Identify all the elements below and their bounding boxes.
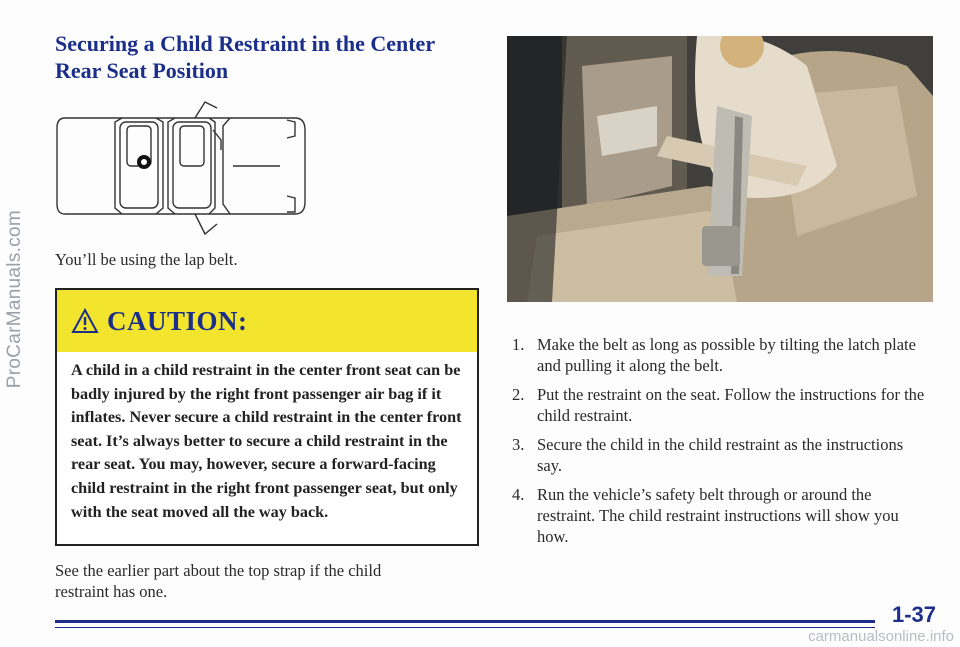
top-strap-note: See the earlier part about the top strap if the child restraint has one. <box>55 561 382 601</box>
list-item <box>512 334 932 376</box>
warning-triangle-icon <box>71 308 99 334</box>
caution-box <box>55 288 479 546</box>
step-text: Secure the child in the child restraint as the instructions say. <box>537 435 904 475</box>
list-item <box>512 434 932 476</box>
step-text: Make the belt as long as possible by tilting the latch plate and pulling it along the belt. <box>537 335 916 375</box>
step-number: 2. <box>512 385 525 404</box>
installation-photo <box>507 36 933 302</box>
step-number: 4. <box>512 485 525 504</box>
list-item <box>512 384 932 426</box>
caution-header <box>57 290 477 352</box>
page-number: 1-37 <box>892 602 937 627</box>
footer-rule <box>55 620 875 623</box>
side-watermark: ProCarManuals.com <box>4 210 25 389</box>
step-number: 1. <box>512 335 525 354</box>
step-number: 3. <box>512 435 525 454</box>
lap-belt-note: You’ll be using the lap belt. <box>55 250 238 269</box>
footer-watermark: carmanualsonline.info <box>808 628 954 645</box>
instruction-list <box>512 334 932 555</box>
step-text: Put the restraint on the seat. Follow the instructions for the child restraint. <box>537 385 925 425</box>
step-text: Run the vehicle’s safety belt through or around the restraint. The child restraint instructions will show you how. <box>537 485 899 546</box>
list-item <box>512 484 932 547</box>
footer-rule-thin <box>55 627 875 628</box>
caution-heading: CAUTION: <box>107 305 248 336</box>
caution-text: A child in a child restraint in the center front seat can be badly injured by the right front passenger air bag if it inflates. Never secure a child restraint in the center front seat. It’s always better to secure a child restraint in the rear seat. You may, however, secure a forward-facing child restraint in the right front passenger seat, but only with the seat moved all the way back. <box>71 361 462 521</box>
seat-position-diagram <box>55 100 315 240</box>
page-title: Securing a Child Restraint in the Center Rear Seat Position <box>55 31 435 83</box>
